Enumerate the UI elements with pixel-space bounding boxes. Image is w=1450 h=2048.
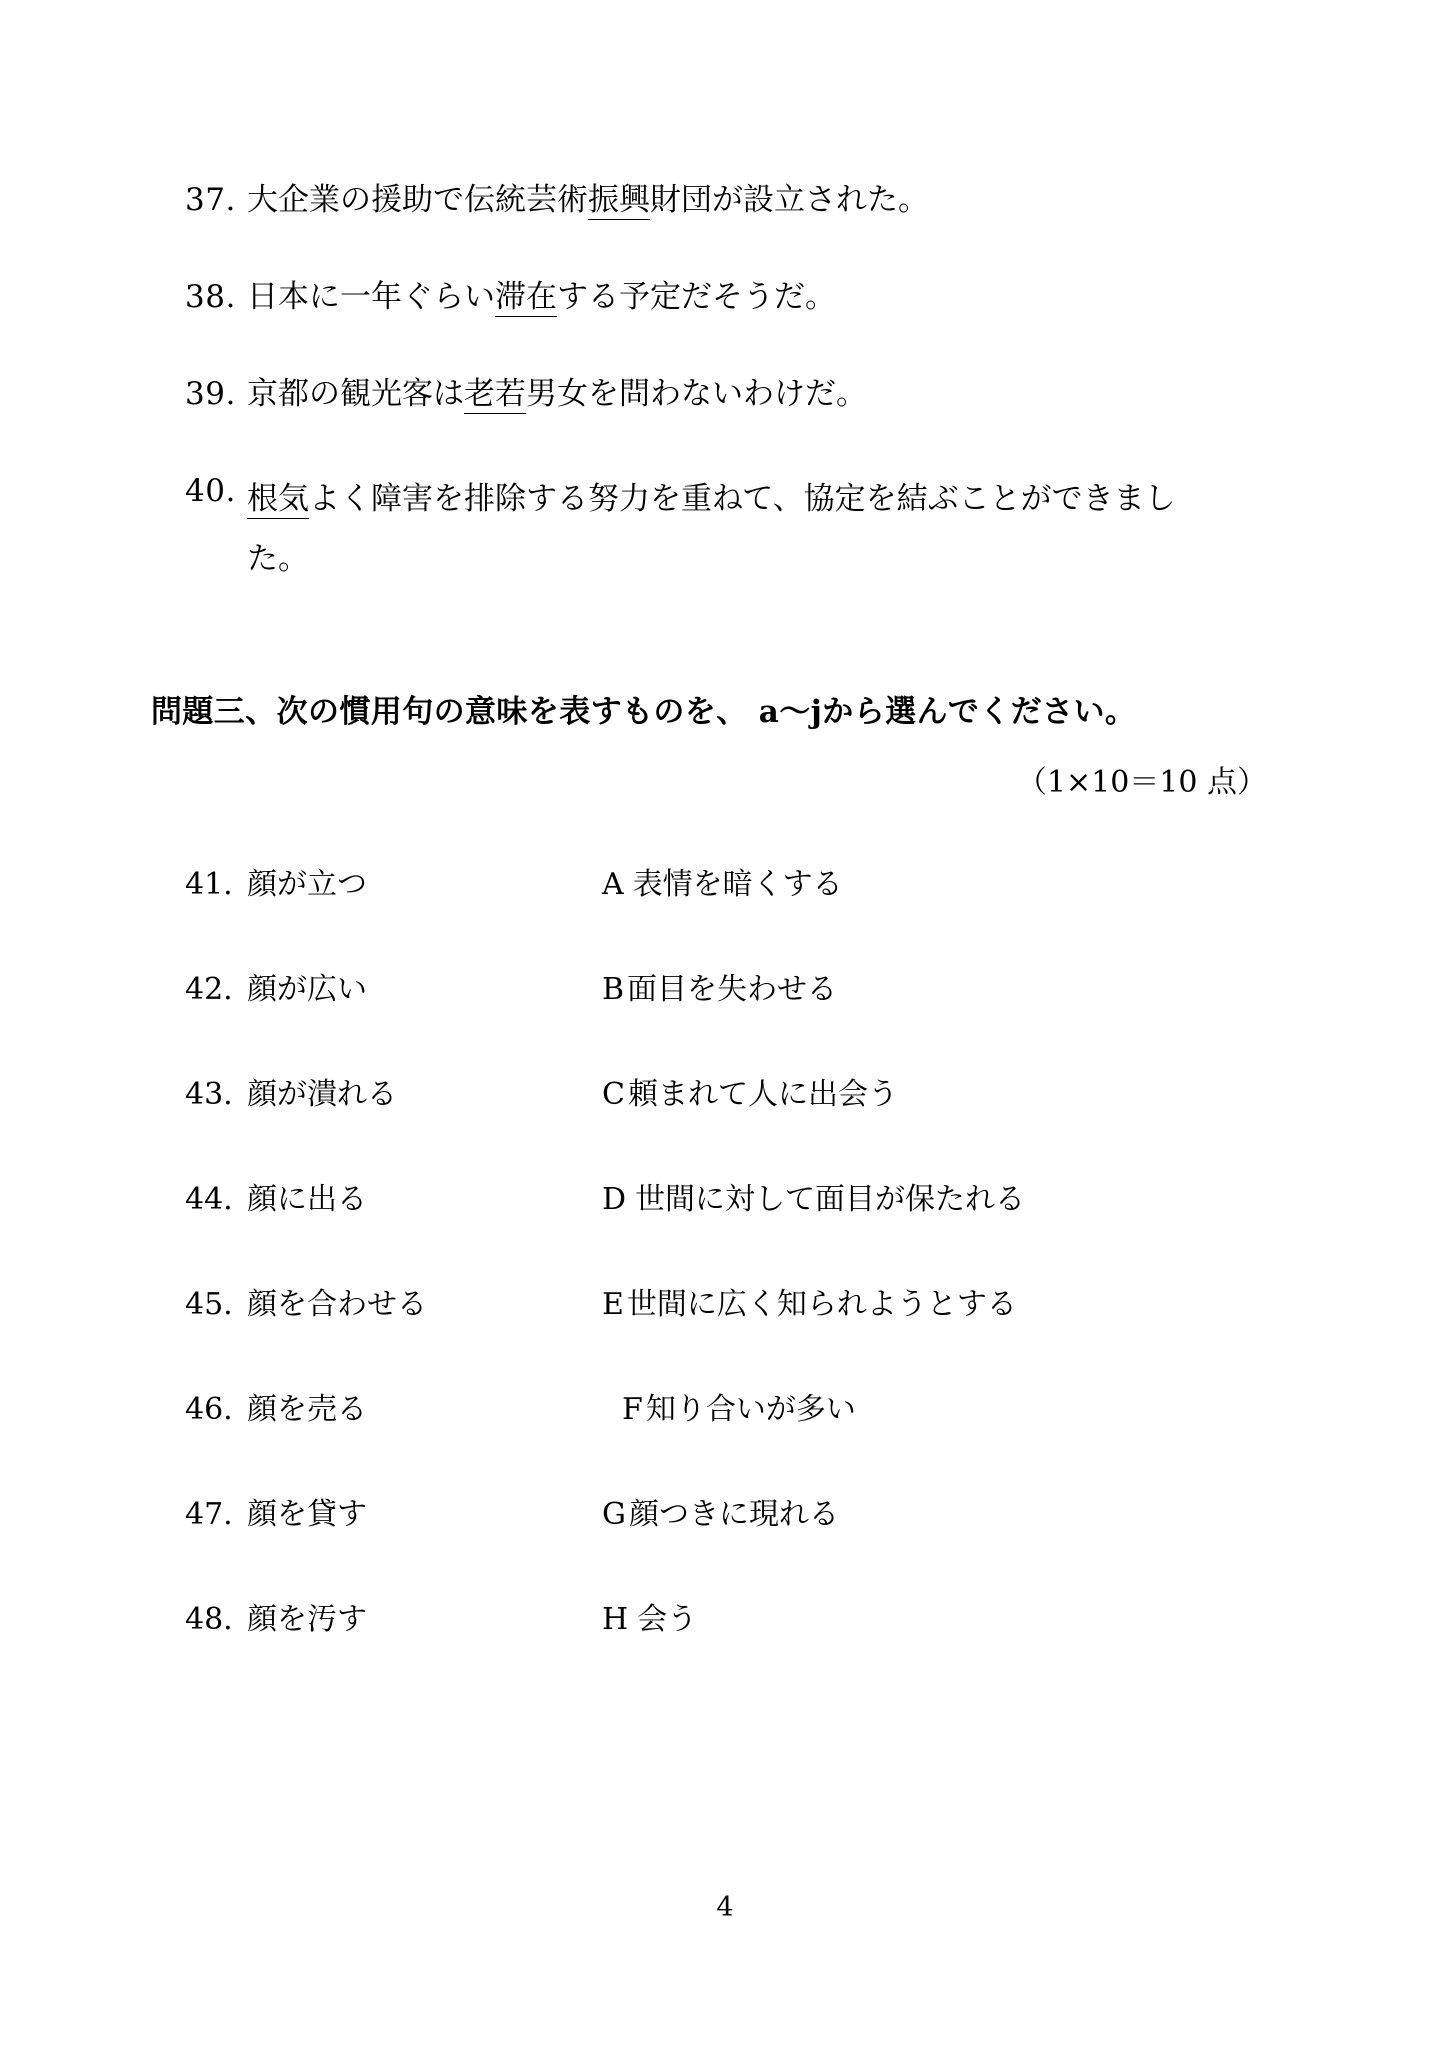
choice-meaning: 顔つきに現れる — [628, 1496, 839, 1532]
page-number: 4 — [716, 1892, 734, 1923]
matching-row — [185, 1489, 1295, 1541]
choice-meaning: 面目を失わせる — [627, 971, 838, 1007]
choice-option — [602, 859, 1295, 903]
idiom-phrase: 顔が潰れる — [247, 1076, 397, 1112]
choice-option — [602, 1174, 1295, 1218]
choice-meaning: 会う — [637, 1601, 698, 1637]
idiom-phrase: 顔が立つ — [247, 866, 367, 902]
section-score: （1×10＝10 点） — [1016, 764, 1267, 800]
item-number: 42. — [185, 971, 233, 1007]
choice-meaning: 頼まれて人に出会う — [627, 1076, 898, 1112]
idiom-phrase: 顔が広い — [247, 971, 367, 1007]
matching-list — [185, 859, 1295, 1646]
sentence-pre: 京都の観光客は — [247, 376, 464, 413]
choice-option — [602, 964, 1295, 1008]
underlined-word: 老若 — [464, 376, 526, 413]
choice-meaning: 世間に対して面目が保たれる — [635, 1181, 1026, 1217]
sentence-number: 38. — [185, 279, 236, 316]
sentence-item — [185, 372, 1295, 416]
sentence-continuation: た。 — [247, 541, 309, 578]
idiom-phrase: 顔を合わせる — [247, 1286, 427, 1322]
item-number: 44. — [185, 1181, 233, 1217]
sentence-post: する予定だそうだ。 — [557, 279, 836, 316]
sentence-item — [185, 275, 1295, 319]
item-number: 48. — [185, 1601, 233, 1637]
page-content — [151, 178, 1295, 1699]
underlined-word: 滞在 — [495, 279, 557, 316]
choice-option — [602, 1489, 1295, 1533]
choice-letter: H — [602, 1601, 629, 1637]
choice-letter: G — [602, 1496, 626, 1532]
sentence-item — [185, 469, 1295, 590]
matching-row — [185, 1279, 1295, 1331]
choice-option — [602, 1069, 1295, 1113]
choice-letter: C — [602, 1076, 625, 1112]
matching-row — [185, 964, 1295, 1016]
item-number: 43. — [185, 1076, 233, 1112]
idiom-phrase: 顔を汚す — [247, 1601, 367, 1637]
choice-letter: B — [602, 971, 625, 1007]
sentence-number: 37. — [185, 182, 236, 218]
matching-row — [185, 1069, 1295, 1121]
sentence-item — [185, 178, 1295, 222]
idiom-phrase: 顔を貸す — [247, 1496, 367, 1532]
sentence-list — [185, 178, 1295, 590]
matching-row — [185, 859, 1295, 911]
idiom-phrase: 顔に出る — [247, 1181, 367, 1217]
sentence-number: 39. — [185, 376, 236, 413]
choice-letter: A — [602, 866, 624, 902]
item-number: 46. — [185, 1391, 233, 1427]
choice-meaning: 世間に広く知られようとする — [626, 1286, 1017, 1322]
matching-row — [185, 1594, 1295, 1646]
choice-option — [602, 1384, 1295, 1428]
underlined-word: 根気 — [247, 481, 309, 518]
choice-letter: D — [602, 1181, 627, 1217]
sentence-text — [247, 275, 1295, 319]
underlined-word: 振興 — [588, 182, 650, 218]
sentence-text — [247, 469, 1295, 590]
sentence-post: よく障害を排除する努力を重ねて、協定を結ぶことができまし — [309, 481, 1176, 518]
matching-row — [185, 1174, 1295, 1226]
choice-meaning: 知り合いが多い — [645, 1391, 856, 1427]
sentence-pre: 日本に一年ぐらい — [247, 279, 495, 316]
sentence-post: 男女を問わないわけだ。 — [526, 376, 867, 413]
idiom-phrase: 顔を売る — [247, 1391, 367, 1427]
sentence-post: 財団が設立された。 — [650, 182, 929, 218]
sentence-text — [247, 372, 1295, 416]
item-number: 47. — [185, 1496, 233, 1532]
sentence-pre: 大企業の援助で伝統芸術 — [247, 182, 588, 218]
choice-option — [602, 1279, 1295, 1323]
choice-meaning: 表情を暗くする — [632, 866, 843, 902]
item-number: 45. — [185, 1286, 233, 1322]
sentence-text — [247, 178, 1295, 222]
section-heading: 問題三、次の慣用句の意味を表すものを、 a～jから選んでください。 — [151, 693, 1137, 730]
item-number: 41. — [185, 866, 233, 902]
sentence-number: 40. — [185, 473, 236, 510]
matching-row — [185, 1384, 1295, 1436]
choice-letter: E — [602, 1286, 624, 1322]
choice-letter: F — [622, 1391, 643, 1427]
choice-option — [602, 1594, 1295, 1638]
